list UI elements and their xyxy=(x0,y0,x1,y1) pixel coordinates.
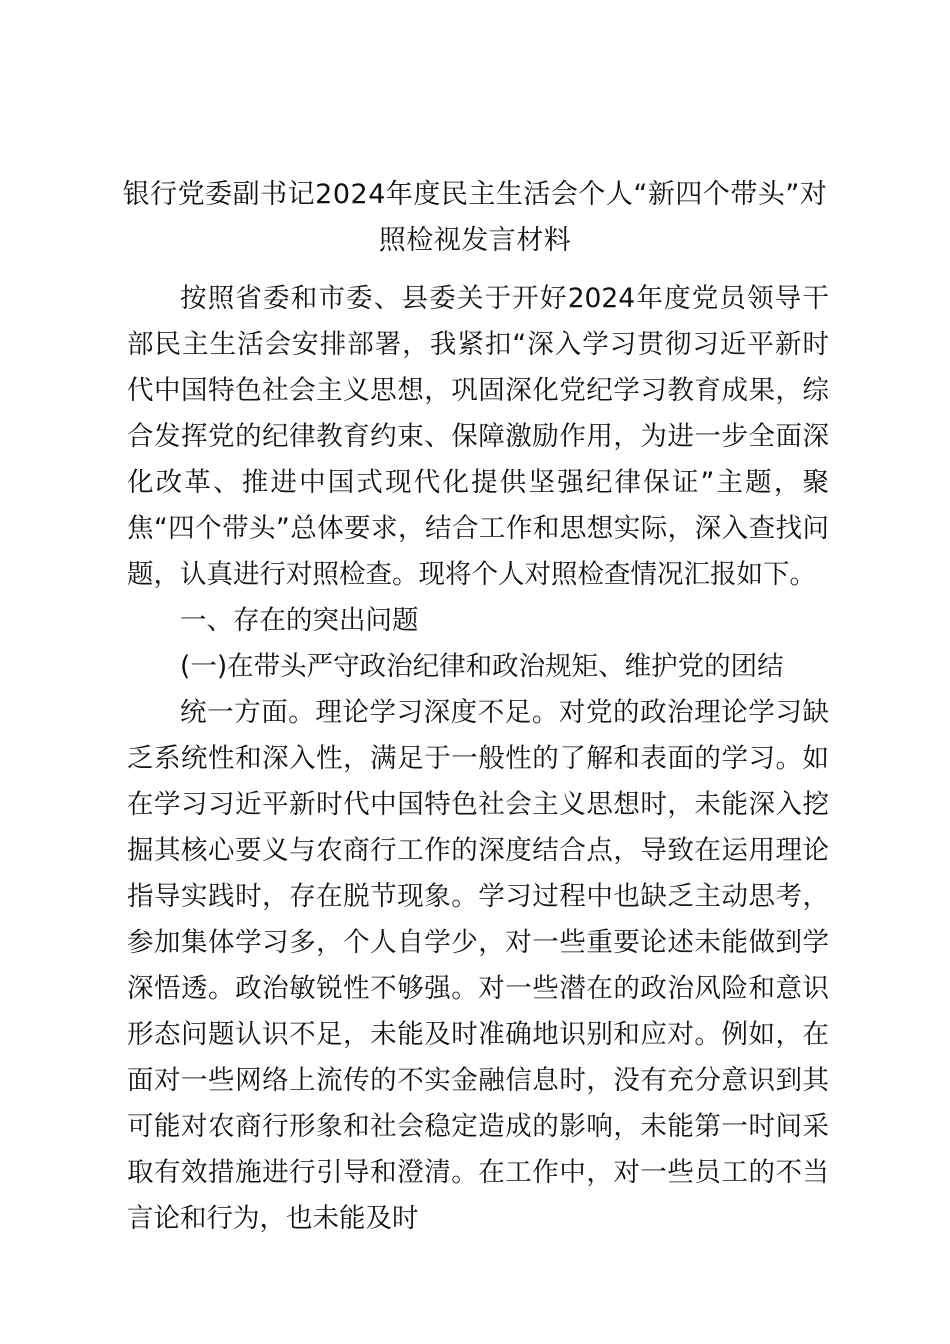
document-body xyxy=(127,276,829,1242)
section-heading: 一、存在的突出问题 xyxy=(180,605,419,636)
body-paragraph: 统一方面。理论学习深度不足。对党的政治理论学习缺乏系统性和深入性，满足于一般性的了解和表面的学习。如在学习习近平新时代中国特色社会主义思想时，未能深入挖掘其核心要义与农商行工作的深度结合点，导致在运用理论指导实践时，存在脱节现象。学习过程中也缺乏主动思考，参加集体学习多，个人自学少，对一些重要论述未能做到学深悟透。政治敏锐性不够强。对一些潜在的政治风险和意识形态问题认识不足，未能及时准确地识别和应对。例如，在面对一些网络上流传的不实金融信息时，没有充分意识到其可能对农商行形象和社会稳定造成的影响，未能第一时间采取有效措施进行引导和澄清。在工作中，对一些员工的不当言论和行为，也未能及时 xyxy=(127,697,829,1234)
intro-paragraph: 按照省委和市委、县委关于开好2024年度党员领导干部民主生活会安排部署，我紧扣“深入学习贯彻习近平新时代中国特色社会主义思想，巩固深化党纪学习教育成果，综合发挥党的纪律教育约束、保障激励作用，为进一步全面深化改革、推进中国式现代化提供坚强纪律保证”主题，聚焦“四个带头”总体要求，结合工作和思想实际，深入查找问题，认真进行对照检查。现将个人对照检查情况汇报如下。 xyxy=(127,283,829,590)
subsection-heading: (一)在带头严守政治纪律和政治规矩、维护党的团结 xyxy=(180,651,784,682)
document-title: 银行党委副书记2024年度民主生活会个人“新四个带头”对照检视发言材料 xyxy=(122,179,828,256)
